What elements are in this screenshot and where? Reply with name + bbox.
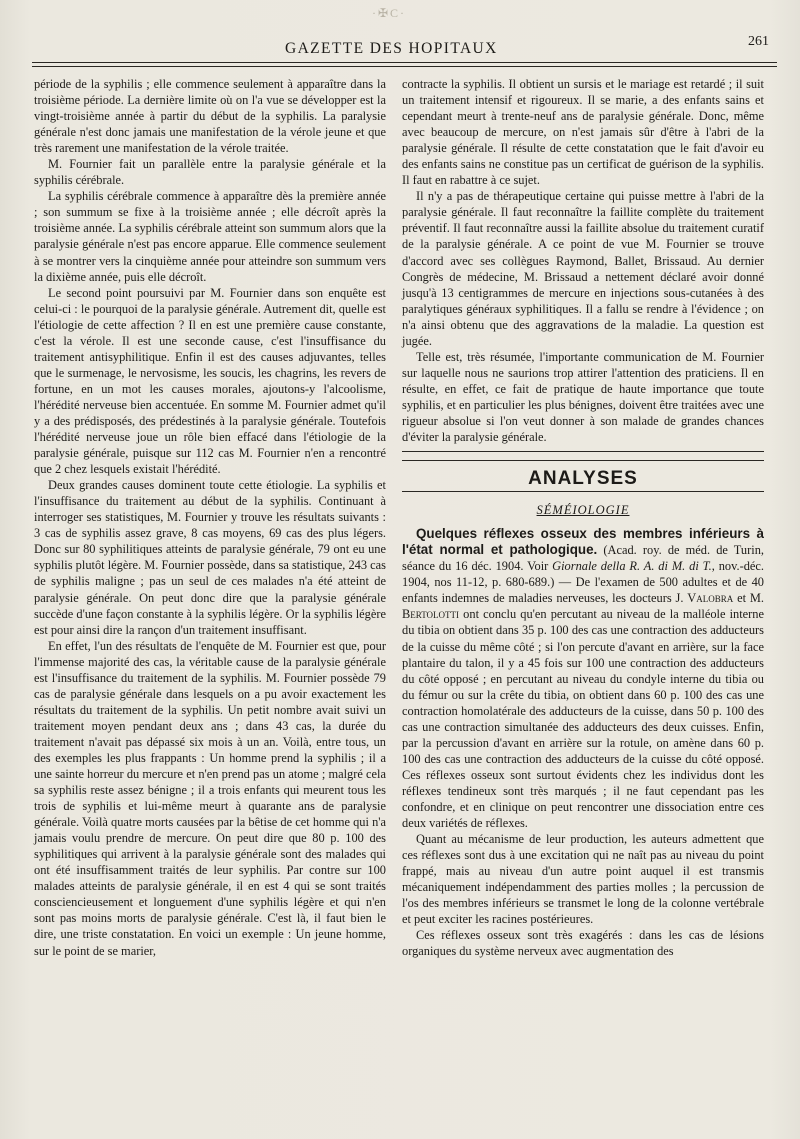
header-ornament: ·✠C· xyxy=(372,6,407,20)
section-divider xyxy=(402,451,764,452)
page-header xyxy=(30,34,775,62)
paragraph: contracte la syphilis. Il obtient un sursis et le mariage est retardé ; il suit un traitement intensif et rigoureux. Il se marie, a des enfants sains et cependant meurt à trente-neuf ans de paralysie générale. Donc, même avec beaucoup de mercure, on n'est jamais sûr d'être à l'abri de la paralysie générale. Il résulte de cette constatation que le fait d'avoir eu des enfants sains ne constitue pas un certificat de guérison de la syphilis. Il faut en rabattre à ce sujet. xyxy=(402,77,764,188)
paragraph: Telle est, très résumée, l'importante communication de M. Fournier sur laquelle nous ne saurions trop attirer l'attention des praticiens. Il en résulte, en effet, ce fait de pratique de haute importance que toute syphilis, et en particulier les plus bénignes, doivent être traitées avec une rigueur absolue si l'on veut donner à son malade de grandes chances d'éviter la paralysie générale. xyxy=(402,349,764,445)
header-rule-thin xyxy=(32,66,777,67)
paragraph: Ces réflexes osseux sont très exagérés : dans les cas de lésions organiques du système nerveux avec augmentation des xyxy=(402,928,764,959)
journal-title: GAZETTE DES HOPITAUX xyxy=(285,40,498,57)
article-paragraph xyxy=(402,526,764,831)
paragraph: Il n'y a pas de thérapeutique certaine qui puisse mettre à l'abri de la paralysie générale. Il faut reconnaître la faillite complète du traitement préventif. Il faut reconnaître aussi la faillite absolue du traitement curatif de la paralysie générale. A ce point de vue M. Fournier se trouve d'accord avec ses collègues Raymond, Ballet, Brissaud. Au dernier Congrès de médecine, M. Brissaud a nettement déclaré avoir donné jusqu'à 13 centigrammes de mercure en injections sous-cutanées à des paralytiques généraux syphilitiques. Il a fallu se rendre à l'évidence ; on n'a ainsi obtenu que des aggravations de la maladie. La question est jugée. xyxy=(402,189,764,348)
author-name: Bertolotti xyxy=(402,607,460,622)
paragraph: La syphilis cérébrale commence à apparaître dès la première année ; son summum se fixe à la troisième année ; elle décroît après la troisième année. La syphilis cérébrale atteint son summum alors que la paralysie générale n'est pas encore apparue. Elle commence seulement à se montrer vers la cinquième année pour atteindre son summum vers la dixième année, puis elle décroît. xyxy=(34,189,386,284)
article-citation: (Acad. roy. de méd. de Turin, séance du 16 déc. 1904. Voir xyxy=(402,543,764,574)
section-rule xyxy=(402,491,764,492)
left-column xyxy=(34,76,386,959)
paragraph: Deux grandes causes dominent toute cette étiologie. La syphilis et l'insuffisance du traitement au début de la syphilis. Continuant à interroger ses statistiques, M. Fournier y trouve les résultats suivants : 3 cas de syphilis assez grave, 8 cas moyens, 69 cas des plus légers. Donc sur 80 syphilitiques atteints de paralysie générale, 79 ont eu une syphilis plutôt légère. M. Fournier possède, dans sa statistique, 243 cas de syphilis maligne ; pas un seul de ces malades n'a été atteint de paralysie générale. On peut donc dire que la paralysie générale succède d'une façon constante à la syphilis légère. Or la syphilis légère est pour ainsi dire la rançon d'un traitement insuffisant. xyxy=(34,478,386,637)
article-title: Quelques réflexes osseux des membres inférieurs à l'état normal et pathologique. xyxy=(402,526,764,558)
page-number: 261 xyxy=(748,34,769,49)
article-text: et M. xyxy=(733,591,764,606)
paragraph: M. Fournier fait un parallèle entre la paralysie générale et la syphilis cérébrale. xyxy=(34,157,386,188)
header-rule xyxy=(32,62,777,63)
paragraph: Quant au mécanisme de leur production, les auteurs admettent que ces réflexes sont dus à une excitation qui ne naît pas au niveau du point frappé, mais au niveau d'un autre point auquel il est transmis mécaniquement indépendamment des parties molles ; la percussion de l'os des membres inférieurs se transmet le long de la colonne vertébrale et peut exciter les racines postérieures. xyxy=(402,832,764,927)
right-column xyxy=(402,76,764,959)
paragraph: période de la syphilis ; elle commence seulement à apparaître dans la troisième période. La dernière limite où on l'a vue se développer est la vingt-troisième année à partir du début de la syphilis. La paralysie générale n'est donc jamais une manifestation de la vérole jeune et que très rarement une manifestation de la vérole traitée. xyxy=(34,77,386,156)
journal-name: Giornale della R. A. di M. di T. xyxy=(552,559,712,574)
section-subheading: SÉMÉIOLOGIE xyxy=(536,503,630,518)
author-name: Valobra xyxy=(687,591,734,606)
paragraph: En effet, l'un des résultats de l'enquête de M. Fournier est que, pour l'immense majorité des cas, la véritable cause de la paralysie générale est l'insuffisance du traitement de la syphilis. M. Fournier possède 79 cas de paralysie générale dans lesquels on a pu avoir exactement les résultats du traitement de la syphilis. Un petit nombre avait suivi un traitement moyen pendant deux ans ; dans 43 cas, la durée du traitement n'avait pas dépassé six mois à un an. Voilà, entre tous, un des exemples les plus frappants : Un homme prend la syphilis ; il a une sainte horreur du mercure et n'en prend pas un atome ; malgré cela sa syphilis reste assez bénigne ; il a trois enfants qui meurent tous les trois de syphilis et lui-même meurt à quarante ans de paralysie générale. Voilà quatre morts causées par la bêtise de cet homme qui n'a jamais voulu prendre de mercure. On peut dire que 80 p. 100 des syphilitiques qui arrivent à la paralysie générale sont des malades qui ont été insuffisamment traités de leur syphilis. Par contre sur 100 malades atteints de paralysie générale, il en est 4 qui se sont traités consciencieusement et longuement d'une syphilis légère et qui n'en sont pas moins morts de paralysie générale. C'est là, il faut bien le dire, une triste constatation. En voici un exemple : Un jeune homme, sur le point de se marier, xyxy=(34,638,386,958)
article-text: ont conclu qu'en percutant au niveau de la malléole interne du tibia on obtient dans 35 p. 100 des cas une contraction des adducteurs de la cuisse du même côté ; si l'on percute d'avant en arrière, sur la face plantaire du talon, il y a 45 fois sur 100 une contraction des adducteurs du côté opposé ; en percutant au niveau du condyle interne du tibia ou du fémur ou sur la crête du tibia, on obtient dans 60 p. 100 des cas une contraction homolatérale des adducteurs de la cuisse, dans 50 p. 100 des cas une contraction simultanée des adducteurs des deux cuisses. Enfin, par la percussion d'avant en arrière sur la rotule, on amène dans 60 p. 100 des cas une contraction des adducteurs de la cuisse du côté opposé. Ces réflexes osseux sont surtout évidents chez les individus dont les réflexes tendineux sont très marqués ; il ne faut cependant pas les confondre, et en clinique on peut rencontrer une dissociation entre ces deux variétés de réflexes. xyxy=(402,607,764,831)
section-heading: ANALYSES xyxy=(528,468,638,490)
article-citation-end: , nov.-déc. 1904, nos 11-12, p. 680-689.) — De l'examen de 500 adultes et de 40 enfants indemnes de maladies nerveuses, les docteurs J. xyxy=(402,559,764,606)
section-divider-thin xyxy=(402,460,764,461)
paragraph: Le second point poursuivi par M. Fournier dans son enquête est celui-ci : le pourquoi de la paralysie générale. Autrement dit, quelle est l'étiologie de cette affection ? Il en est une première cause constante, c'est la vérole. Il est une seconde cause, c'est l'insuffisance du traitement antisyphilitique. Enfin il est des causes adjuvantes, telles que le surmenage, le nervosisme, les soucis, les chagrins, les revers de fortune, en un mot les causes morales, ajoutons-y l'alcoolisme, l'hérédité nerveuse bien accentuée. En somme M. Fournier admet qu'il y a des prédisposés, des prédestinés à la paralysie générale. Toutefois l'hérédité nerveuse joue un rôle bien effacé dans l'étiologie de la paralysie générale, puisque sur 112 cas M. Fournier n'en a rencontré que 2 chez lesquels existait l'hérédité. xyxy=(34,285,386,477)
